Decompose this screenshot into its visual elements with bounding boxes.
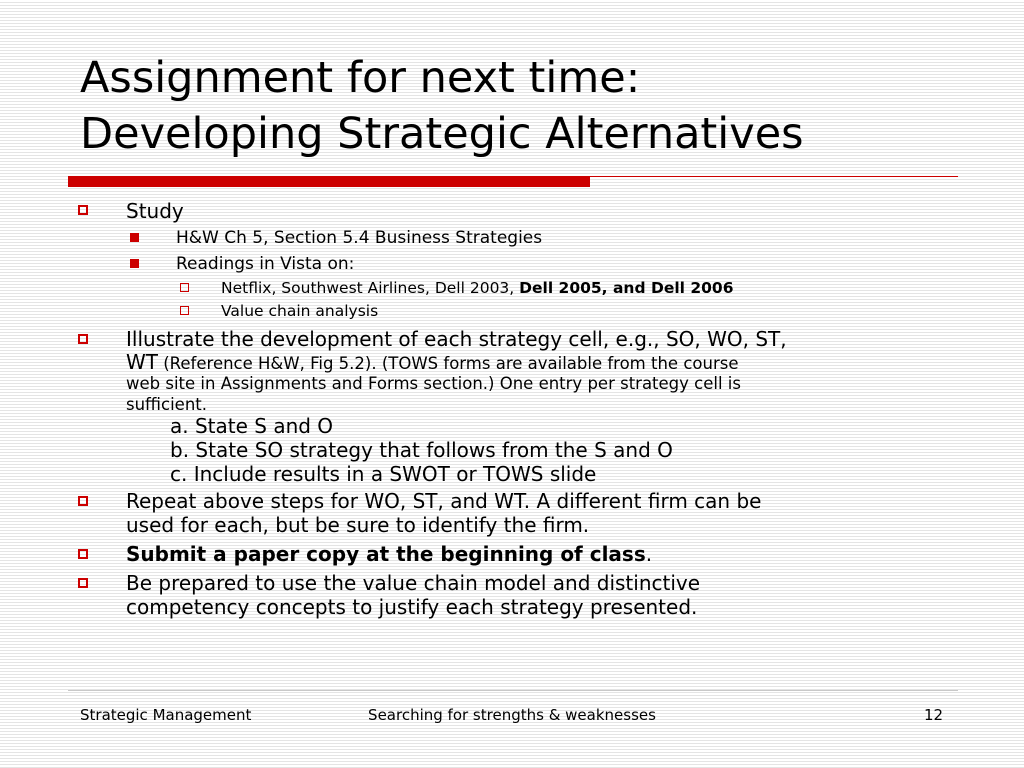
bullet-prepared-line2: competency concepts to justify each strategy presented. [126,595,698,619]
footer-divider [68,690,958,691]
footer-page-number: 12 [924,706,944,724]
slide-title-line1: Assignment for next time: [80,53,641,103]
bullet-illustrate-line1: Illustrate the development of each strategy cell, e.g., SO, WO, ST, [126,327,787,351]
filled-square-bullet-icon [130,259,139,268]
bullet-illustrate-line3: web site in Assignments and Forms section.) One entry per strategy cell is [126,374,741,393]
bullet-repeat-line2: used for each, but be sure to identify the firm. [126,513,590,537]
slide-title-line2: Developing Strategic Alternatives [80,109,804,159]
cases-plain-text: Netflix, Southwest Airlines, Dell 2003, [221,279,520,297]
slide-title [80,50,980,162]
hollow-square-bullet-icon [78,549,88,559]
hollow-square-bullet-icon [78,334,88,344]
submit-bold-text: Submit a paper copy at the beginning of class [126,542,646,566]
submit-period: . [645,542,653,566]
bullet-study: Study [126,199,184,223]
bullet-value-chain: Value chain analysis [221,302,379,320]
hollow-square-bullet-icon [180,306,189,315]
hollow-square-bullet-icon [78,496,88,506]
cases-bold-text: Dell 2005, and Dell 2006 [519,279,734,297]
footer-topic: Searching for strengths & weaknesses [368,706,656,724]
title-accent-bar [68,176,590,187]
step-a: a. State S and O [170,414,334,438]
bullet-illustrate-line4: sufficient. [126,395,207,414]
title-underline [590,176,958,177]
bullet-repeat-line1: Repeat above steps for WO, ST, and WT. A different firm can be [126,489,762,513]
filled-square-bullet-icon [130,233,139,242]
bullet-cases [221,278,734,298]
illustrate-wt: WT [126,350,158,374]
bullet-readings: Readings in Vista on: [176,254,355,274]
bullet-hw-chapter: H&W Ch 5, Section 5.4 Business Strategies [176,228,543,248]
hollow-square-bullet-icon [78,205,88,215]
bullet-prepared-line1: Be prepared to use the value chain model and distinctive [126,571,701,595]
hollow-square-bullet-icon [180,283,189,292]
footer-course-name: Strategic Management [80,706,252,724]
hollow-square-bullet-icon [78,578,88,588]
step-b: b. State SO strategy that follows from the S and O [170,438,673,462]
bullet-submit [126,542,652,566]
step-c: c. Include results in a SWOT or TOWS slide [170,462,597,486]
illustrate-reference: (Reference H&W, Fig 5.2). (TOWS forms are available from the course [158,354,739,373]
